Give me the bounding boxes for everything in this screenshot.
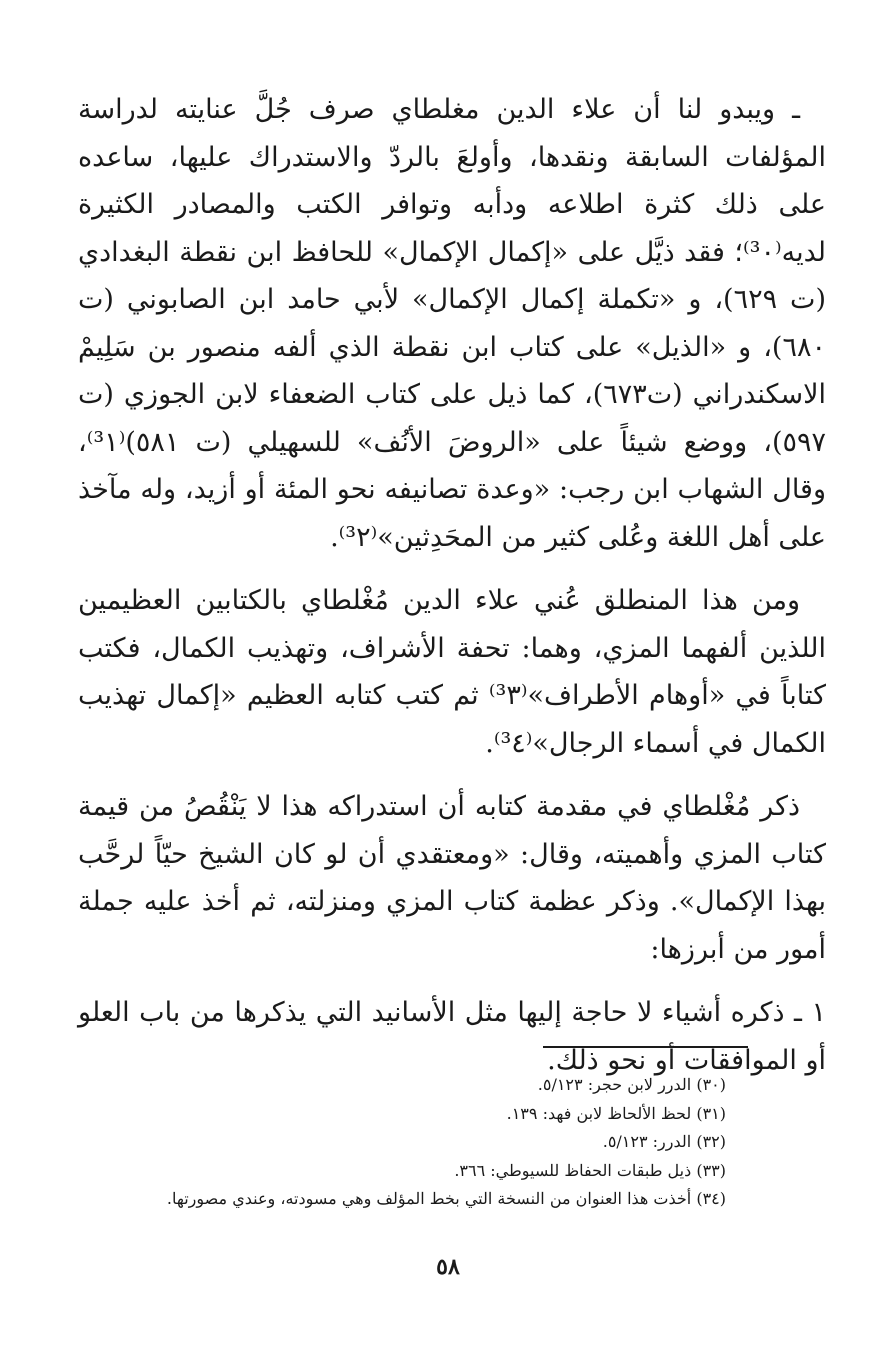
page-number: ٥٨: [436, 1254, 460, 1280]
footnote-31: (٣١) لحظ الألحاظ لابن فهد: ١٣٩.: [506, 1103, 726, 1123]
paragraph-2: ومن هذا المنطلق عُني علاء الدين مُغْلطاي بالكتابين العظيمين اللذين ألفهما المزي، وهما: تحفة الأشراف، وتهذيب الكمال، فكتب كتاباً في «أوهام الأطراف»⁽³٣⁾ ثم كتب كتابه العظيم «إكمال تهذيب الكمال في أسماء الرجال»⁽³٤⁾.: [78, 585, 826, 759]
footnotes: [66, 1071, 726, 1214]
footnote-30: (٣٠) الدرر لابن حجر: ٥/١٢٣.: [537, 1075, 726, 1094]
paragraph-1: ـ ويبدو لنا أن علاء الدين مغلطاي صرف جُلَّ عنايته لدراسة المؤلفات السابقة ونقدها، وأولعَ بالردّ والاستدراك عليها، ساعده على ذلك كثرة اطلاعه ودأبه وتوافر الكتب والمصادر الكثيرة لديه⁽³٠⁾؛ فقد ذيَّل على «إكمال الإكمال» للحافظ ابن نقطة البغدادي (ت ٦٢٩)، و «تكملة إكمال الإكمال» لأبي حامد ابن الصابوني (ت ٦٨٠)، و «الذيل» على كتاب ابن نقطة الذي ألفه منصور بن سَلِيمْ الاسكندراني (ت٦٧٣)، كما ذيل على كتاب الضعفاء لابن الجوزي (ت ٥٩٧)، ووضع شيئاً على «الروضَ الأنُف» للسهيلي (ت ٥٨١)⁽³١⁾، وقال الشهاب ابن رجب: «وعدة تصانيفه نحو المئة أو أزيد، وله مآخذ على أهل اللغة وعُلى كثير من المحَدِثين»⁽³٢⁾.: [78, 94, 826, 553]
footnote-32: (٣٢) الدرر: ٥/١٢٣.: [602, 1132, 726, 1151]
main-text: [78, 86, 826, 1084]
paragraph-3: ذكر مُغْلطاي في مقدمة كتابه أن استدراكه هذا لا يَنْقُصُ من قيمة كتاب المزي وأهميته، وقال: «ومعتقدي أن لو كان الشيخ حيّاً لرحَّب بهذا الإكمال». وذكر عظمة كتاب المزي ومنزلته، ثم أخذ عليه جملة أمور من أبرزها:: [78, 791, 826, 965]
footnote-33: (٣٣) ذيل طبقات الحفاظ للسيوطي: ٣٦٦.: [454, 1160, 726, 1180]
list-item-1: ١ ـ ذكره أشياء لا حاجة إليها مثل الأسانيد التي يذكرها من باب العلو أو الموافقات أو نحو ذلك.: [78, 997, 826, 1076]
footnote-34: (٣٤) أخذت هذا العنوان من النسخة التي بخط المؤلف وهي مسودته، وعندي مصورتها.: [166, 1189, 726, 1208]
footnote-divider: [543, 1046, 748, 1048]
